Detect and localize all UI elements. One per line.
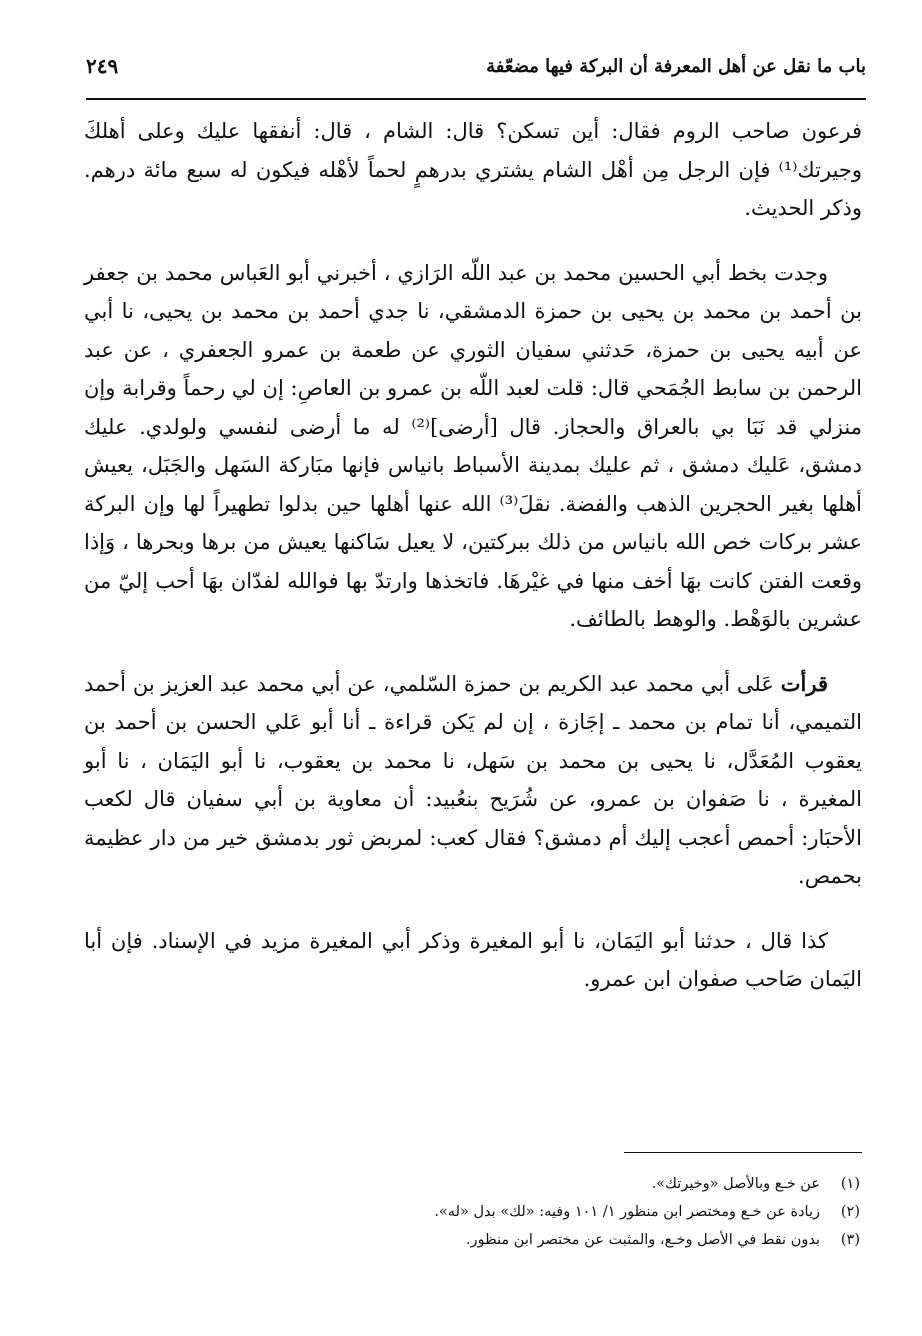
footnote bbox=[84, 1226, 860, 1254]
footnote-marker: (١) bbox=[840, 1176, 860, 1192]
footnotes bbox=[84, 1170, 860, 1254]
paragraph: فرعون صاحب الروم فقال: أين تسكن؟ قال: الشام ، قال: أنفقها عليك وعلى أهلكَ وجيرتك⁽¹⁾ فإن الرجل مِن أهْل الشام يشتري بدرهمٍ لحماً لأهْله فيكون له سبع مائة درهم. وذكر الحديث. bbox=[84, 119, 862, 220]
running-header bbox=[86, 52, 866, 100]
chapter-title: باب ما نقل عن أهل المعرفة أن البركة فيها مضعّفة bbox=[486, 56, 866, 77]
footnote bbox=[84, 1198, 860, 1226]
page-number: ٢٤٩ bbox=[86, 54, 119, 78]
paragraph: وجدت بخط أبي الحسين محمد بن عبد اللّه الرَازي ، أخبرني أبو العَباس محمد بن جعفر بن أحمد بن محمد بن يحيى بن حمزة الدمشقي، نا جدي أحمد بن محمد بن يحيى، نا أبي عن أبيه يحيى بن حمزة، حَدثني سفيان الثوري عن طعمة بن عمرو الجعفري ، عن عبد الرحمن بن سابط الجُمَحي قال: قلت لعبد اللّه بن عمرو بن العاصِ: إن لي رحماً وقرابة وإن منزلي قد نَبَا بي بالعراق والحجاز. قال [أرضى]⁽²⁾ له ما أرضى لنفسي ولولدي. عليك دمشق، عَليك دمشق ، ثم عليك بمدينة الأسباط بانياس فإنها مبَاركة السَهل والجَبَل، يعيش أهلها بغير الحجرين الذهب والفضة. نقلَ⁽³⁾ الله عنها أهلها حين بدلوا تطهيراً لها وإن البركة عشر بركات خص الله بانياس من ذلك ببركتين، لا يعيل سَاكنها يعيش من برها وبحرها ، وَإذا وقعت الفتن كانت بهَا أخف منها في غيْرهَا. فاتخذها وارتدّ بها فوالله لفدّان بهَا أحب إليّ من عشرين بالوَهْط. والوهط بالطائف. bbox=[84, 260, 862, 631]
footnote bbox=[84, 1170, 860, 1198]
main-text bbox=[84, 112, 862, 999]
footnote-marker: (٢) bbox=[840, 1204, 860, 1220]
paragraph-lead-word: قرأت bbox=[780, 670, 828, 696]
footnote-text: زيادة عن خـع ومختصر ابن منظور ١/ ١٠١ وفيه: «لك» بدل «له». bbox=[434, 1204, 820, 1220]
paragraph bbox=[84, 665, 862, 896]
footnote-text: عن خـع وبالأصل «وخيرتك». bbox=[651, 1176, 820, 1192]
paragraph-body: عَلى أبي محمد عبد الكريم بن حمزة السّلمي، عن أبي محمد عبد العزيز بن أحمد التميمي، أنا تمام بن محمد ـ إجَازة ، إن لم يَكن قراءة ـ أنا أبو عَلي الحسن بن أحمد بن يعقوب المُعَدَّل، نا يحيى بن محمد بن سَهل، نا محمد بن يعقوب، نا أبو اليَمَان ، نا أبو المغيرة ، نا صَفوان بن عمرو، عن شُرَيح بنعُبيد: أن معاوية بن أبي سفيان قال لكعب الأحبَار: أحمص أعجب إليك أم دمشق؟ فقال كعب: لمربض ثور بدمشق خير من دار عظيمة بحمص. bbox=[84, 671, 862, 888]
footnote-marker: (٣) bbox=[840, 1232, 860, 1248]
footnote-separator bbox=[624, 1152, 862, 1153]
paragraph: كذا قال ، حدثنا أبو اليَمَان، نا أبو المغيرة وذكر أبي المغيرة مزيد في الإسناد. فإن أبا اليَمان صَاحب صفوان ابن عمرو. bbox=[84, 928, 862, 991]
footnote-text: بدون نقط في الأصل وخـع، والمثبت عن مختصر ابن منظور. bbox=[466, 1232, 820, 1248]
